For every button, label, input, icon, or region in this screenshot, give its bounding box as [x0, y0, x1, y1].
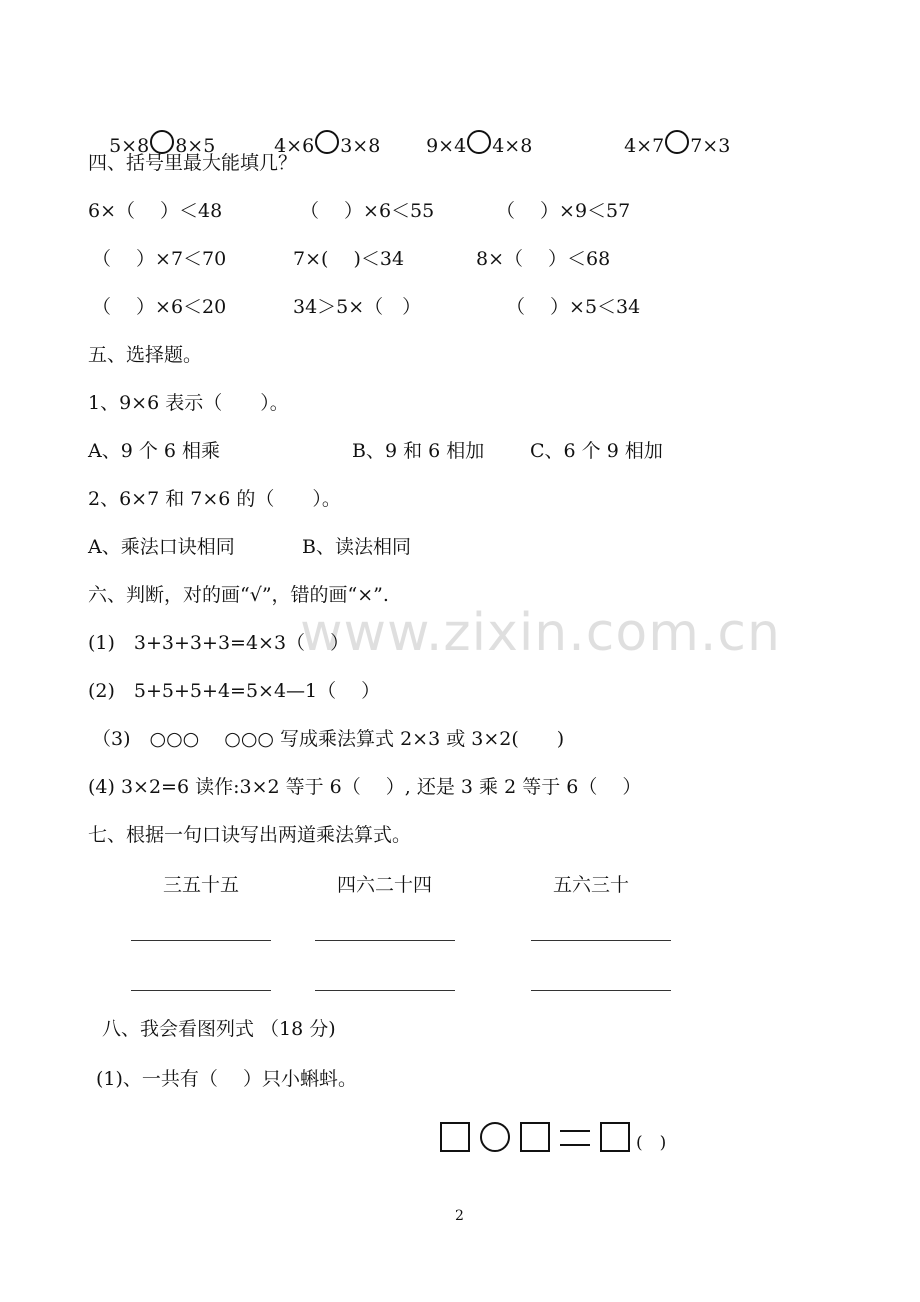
compare-c-right: 4×8	[492, 135, 533, 157]
unit-blank[interactable]: ( )	[636, 1133, 667, 1153]
section8-title: 八、我会看图列式 （18 分)	[102, 1018, 336, 1040]
compare-circle[interactable]	[467, 130, 491, 154]
s5-q2: 2、6×7 和 7×6 的（ ）。	[88, 488, 341, 510]
section7-title: 七、根据一句口诀写出两道乘法算式。	[88, 824, 412, 846]
answer-line[interactable]	[531, 940, 671, 941]
s4-r2-3[interactable]: 8×（ ）＜68	[476, 248, 611, 270]
compare-a-left: 5×8	[109, 135, 150, 157]
s5-q1-option-a[interactable]: A、9 个 6 相乘	[88, 440, 221, 462]
answer-box[interactable]	[520, 1122, 550, 1152]
compare-b-left: 4×6	[274, 135, 315, 157]
s6-item-1[interactable]: (1) 3+3+3+3=4×3（ ）	[88, 632, 350, 654]
rhyme-2: 四六二十四	[337, 874, 433, 896]
s6-item-3[interactable]: （3) ○○○ ○○○ 写成乘法算式 2×3 或 3×2( )	[92, 728, 565, 750]
answer-line[interactable]	[131, 940, 271, 941]
answer-line[interactable]	[315, 940, 455, 941]
s4-r3-2[interactable]: 34＞5×（ ）	[293, 296, 422, 318]
s5-q1-option-c[interactable]: C、6 个 9 相加	[530, 440, 663, 462]
compare-c-left: 9×4	[426, 135, 467, 157]
s6-item-4[interactable]: (4) 3×2=6 读作:3×2 等于 6（ ）, 还是 3 乘 2 等于 6（ ）	[88, 776, 642, 798]
s5-q1: 1、9×6 表示（ ）。	[88, 392, 289, 414]
answer-line[interactable]	[315, 990, 455, 991]
section4-title: 四、括号里最大能填几？	[88, 152, 298, 174]
s8-q1: (1)、一共有（ ）只小蝌蚪。	[96, 1068, 357, 1090]
s5-q1-option-b[interactable]: B、9 和 6 相加	[352, 440, 485, 462]
section6-title: 六、判断，对的画“√”，错的画“×”.	[88, 584, 389, 606]
s4-r2-2[interactable]: 7×( )＜34	[293, 248, 405, 270]
s4-r1-1[interactable]: 6×（ ）＜48	[88, 200, 223, 222]
compare-circle[interactable]	[665, 130, 689, 154]
answer-box[interactable]	[440, 1122, 470, 1152]
answer-line[interactable]	[531, 990, 671, 991]
answer-box[interactable]	[600, 1122, 630, 1152]
compare-d-right: 7×3	[690, 135, 731, 157]
compare-b-right: 3×8	[340, 135, 381, 157]
answer-line[interactable]	[131, 990, 271, 991]
s4-r1-3[interactable]: （ ）×9＜57	[496, 200, 631, 222]
s4-r3-3[interactable]: （ ）×5＜34	[506, 296, 641, 318]
section5-title: 五、选择题。	[88, 344, 203, 366]
rhyme-1: 三五十五	[163, 874, 240, 896]
compare-circle[interactable]	[315, 130, 339, 154]
s4-r2-1[interactable]: （ ）×7＜70	[92, 248, 227, 270]
s5-q2-option-b[interactable]: B、读法相同	[302, 536, 411, 558]
s4-r1-2[interactable]: （ ）×6＜55	[300, 200, 435, 222]
compare-row-c	[414, 104, 532, 159]
equals-sign	[560, 1130, 590, 1146]
s6-item-2[interactable]: (2) 5+5+5+4=5×4—1（ ）	[88, 680, 381, 702]
rhyme-3: 五六三十	[553, 874, 630, 896]
compare-d-left: 4×7	[624, 135, 665, 157]
s5-q2-option-a[interactable]: A、乘法口诀相同	[88, 536, 235, 558]
compare-row-d	[612, 104, 730, 159]
page-number: 2	[455, 1208, 464, 1224]
s4-r3-1[interactable]: （ ）×6＜20	[92, 296, 227, 318]
operator-circle[interactable]	[480, 1122, 510, 1152]
watermark: www.zixin.com.cn	[300, 603, 781, 663]
compare-a-right: 8×5	[175, 135, 216, 157]
